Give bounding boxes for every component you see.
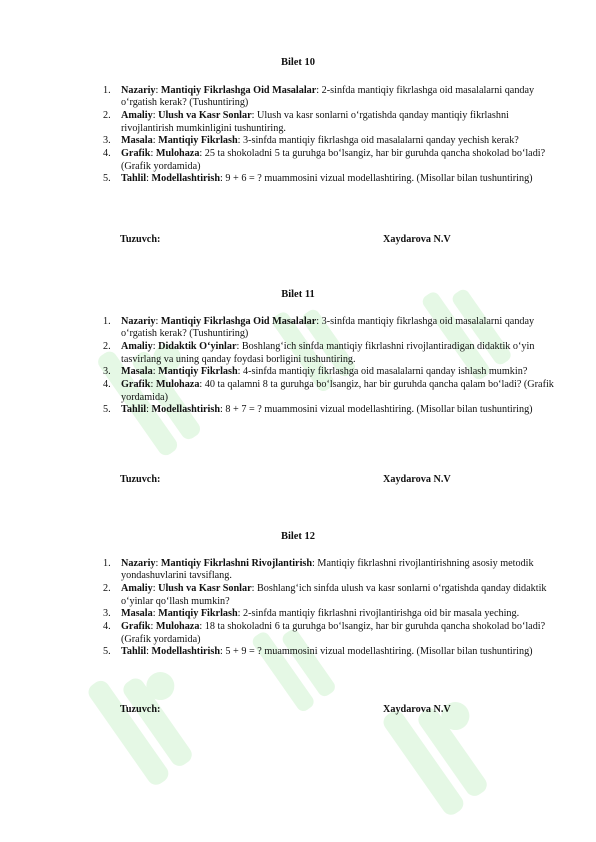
item-topic: Modellashtirish — [151, 404, 221, 416]
item-number: 5. — [103, 404, 111, 416]
item-text: : 5 + 9 = ? muammosini vizual modellashtiring. (Misollar bilan tushuntiring) — [220, 646, 533, 658]
question-item: 1. Nazariy: Mantiqiy Fikrlashni Rivojlantirish: Mantiqiy fikrlashni rivojlantirishning asosiy metodik yondashuvlarini tavsiflang. — [103, 558, 534, 582]
question-item: 3. Masala: Mantiqiy Fikrlash: 2-sinfda mantiqiy fikrlashni rivojlantirishga oid bir masala yeching. — [103, 608, 520, 620]
question-list — [103, 316, 563, 417]
author-label: Tuzuvch: — [120, 234, 161, 245]
item-type: Grafik — [121, 379, 151, 391]
item-number: 2. — [103, 583, 111, 595]
item-topic: Modellashtirish — [151, 646, 221, 658]
item-topic: Didaktik O‘yinlar — [158, 341, 237, 353]
item-topic: Ulush va Kasr Sonlar — [158, 583, 252, 595]
ticket-footer — [120, 234, 460, 245]
item-type: Amaliy — [121, 110, 153, 122]
author-name: Xaydarova N.V — [383, 234, 451, 245]
ticket-title: Bilet 11 — [281, 289, 315, 300]
item-type: Amaliy — [121, 583, 153, 595]
question-item: 4. Grafik: Mulohaza: 25 ta shokoladni 5 ta guruhga bo‘lsangiz, har bir guruhda qancha shokolad bo‘ladi? (Grafik yordamida) — [103, 148, 546, 172]
question-item: 2. Amaliy: Ulush va Kasr Sonlar: Ulush va kasr sonlarni o‘rgatishda qanday mantiqiy fikrlashni rivojlantirish mumkinligini tushuntiring. — [103, 110, 509, 134]
item-type: Masala — [121, 608, 153, 620]
item-text: : Boshlang‘ich sinfda mantiqiy fikrlashni rivojlantiradigan didaktik o‘yin tasvirlang va uning qanday foydasi borligini tushuntiring. — [121, 341, 535, 365]
item-text: : Ulush va kasr sonlarni o‘rgatishda qanday mantiqiy fikrlashni rivojlantirish mumkinligini tushuntiring. — [121, 110, 509, 134]
item-topic: Modellashtirish — [151, 173, 221, 185]
item-topic: Mantiqiy Fikrlashga Oid Masalalar — [160, 85, 317, 96]
item-topic: Mulohaza — [155, 148, 200, 160]
item-number: 3. — [103, 608, 111, 620]
question-item: 2. Amaliy: Ulush va Kasr Sonlar: Boshlang‘ich sinfda ulush va kasr sonlarni o‘rgatishda qanday didaktik o‘yinlar qo‘llash mumkin? — [103, 583, 547, 607]
question-item: 3. Masala: Mantiqiy Fikrlash: 3-sinfda mantiqiy fikrlashga oid masalalarni qanday yechish kerak? — [103, 135, 519, 147]
question-list — [103, 558, 563, 659]
item-text: : 40 ta qalamni 8 ta guruhga bo‘lsangiz, har bir guruhda qancha qalam bo‘ladi? (Grafik yordamida) — [121, 379, 554, 403]
question-item: 4. Grafik: Mulohaza: 40 ta qalamni 8 ta guruhga bo‘lsangiz, har bir guruhda qancha qalam bo‘ladi? (Grafik yordamida) — [103, 379, 554, 403]
item-number: 2. — [103, 341, 111, 353]
item-type: Nazariy — [121, 85, 156, 96]
item-text: : Mantiqiy fikrlashni rivojlantirishning asosiy metodik yondashuvlarini tavsiflang. — [121, 558, 534, 582]
item-type: Amaliy — [121, 341, 153, 353]
question-item: 5. Tahlil: Modellashtirish: 9 + 6 = ? muammosini vizual modellashtiring. (Misollar bilan tushuntiring) — [103, 173, 533, 185]
item-type: Grafik — [121, 621, 151, 633]
item-topic: Mantiqiy Fikrlashga Oid Masalalar — [160, 316, 317, 327]
item-number: 4. — [103, 148, 111, 160]
item-number: 1. — [103, 85, 111, 96]
item-topic: Mantiqiy Fikrlash — [158, 366, 238, 378]
item-text: : 4-sinfda mantiqiy fikrlashga oid masalalarni qanday ishlash mumkin? — [237, 366, 528, 378]
author-name: Xaydarova N.V — [383, 474, 451, 485]
item-type: Tahlil — [121, 173, 147, 185]
item-type: Nazariy — [121, 316, 156, 327]
question-item: 3. Masala: Mantiqiy Fikrlash: 4-sinfda mantiqiy fikrlashga oid masalalarni qanday ishlash mumkin? — [103, 366, 528, 378]
item-text: : 9 + 6 = ? muammosini vizual modellashtiring. (Misollar bilan tushuntiring) — [220, 173, 533, 185]
item-number: 1. — [103, 316, 111, 327]
item-number: 4. — [103, 379, 111, 391]
item-number: 1. — [103, 558, 111, 569]
item-number: 3. — [103, 366, 111, 378]
item-type: Tahlil — [121, 404, 147, 416]
item-number: 5. — [103, 173, 111, 185]
item-text: : 3-sinfda mantiqiy fikrlashga oid masalalarni qanday o‘rgatish kerak? (Tushuntiring) — [121, 316, 535, 340]
item-text: : 18 ta shokoladni 6 ta guruhga bo‘lsangiz, har bir guruhda qancha shokolad bo‘ladi? (Grafik yordamida) — [121, 621, 546, 645]
item-type: Grafik — [121, 148, 151, 160]
question-item: 1. Nazariy: Mantiqiy Fikrlashga Oid Masalalar: 3-sinfda mantiqiy fikrlashga oid masalalarni qanday o‘rgatish kerak? (Tushuntiring) — [103, 316, 535, 340]
ticket-title: Bilet 10 — [280, 57, 316, 68]
question-item: 5. Tahlil: Modellashtirish: 5 + 9 = ? muammosini vizual modellashtiring. (Misollar bilan tushuntiring) — [103, 646, 533, 658]
item-topic: Ulush va Kasr Sonlar — [158, 110, 252, 122]
item-topic: Mantiqiy Fikrlash — [158, 608, 238, 620]
author-label: Tuzuvch: — [120, 704, 161, 715]
item-text: : 25 ta shokoladni 5 ta guruhga bo‘lsangiz, har bir guruhda qancha shokolad bo‘ladi? (Grafik yordamida) — [121, 148, 546, 172]
item-type: Masala — [121, 135, 153, 147]
ticket-footer — [120, 474, 460, 485]
question-item: 5. Tahlil: Modellashtirish: 8 + 7 = ? muammosini vizual modellashtiring. (Misollar bilan tushuntiring) — [103, 404, 533, 416]
item-topic: Mantiqiy Fikrlashni Rivojlantirish — [160, 558, 313, 569]
ticket-footer — [120, 704, 460, 715]
item-topic: Mulohaza — [155, 379, 200, 391]
question-item: 1. Nazariy: Mantiqiy Fikrlashga Oid Masalalar: 2-sinfda mantiqiy fikrlashga oid masalalarni qanday o‘rgatish kerak? (Tushuntiring) — [103, 85, 535, 109]
item-text: : Boshlang‘ich sinfda ulush va kasr sonlarni o‘rgatishda qanday didaktik o‘yinlar qo‘llash mumkin? — [121, 583, 547, 607]
item-number: 2. — [103, 110, 111, 122]
item-text: : 8 + 7 = ? muammosini vizual modellashtiring. (Misollar bilan tushuntiring) — [220, 404, 533, 416]
item-text: : 2-sinfda mantiqiy fikrlashni rivojlantirishga oid bir masala yeching. — [237, 608, 520, 620]
item-text: : 2-sinfda mantiqiy fikrlashga oid masalalarni qanday o‘rgatish kerak? (Tushuntiring) — [121, 85, 535, 109]
item-type: Tahlil — [121, 646, 147, 658]
item-topic: Mantiqiy Fikrlash — [158, 135, 238, 147]
item-topic: Mulohaza — [155, 621, 200, 633]
author-label: Tuzuvch: — [120, 474, 161, 485]
item-type: Masala — [121, 366, 153, 378]
question-item: 2. Amaliy: Didaktik O‘yinlar: Boshlang‘ich sinfda mantiqiy fikrlashni rivojlantiradigan didaktik o‘yin tasvirlang va uning qanday foydasi borligini tushuntiring. — [103, 341, 535, 365]
question-item: 4. Grafik: Mulohaza: 18 ta shokoladni 6 ta guruhga bo‘lsangiz, har bir guruhda qancha shokolad bo‘ladi? (Grafik yordamida) — [103, 621, 546, 645]
question-list — [103, 85, 563, 186]
item-text: : 3-sinfda mantiqiy fikrlashga oid masalalarni qanday yechish kerak? — [237, 135, 519, 147]
item-number: 3. — [103, 135, 111, 147]
ticket-title: Bilet 12 — [280, 531, 316, 542]
item-number: 5. — [103, 646, 111, 658]
author-name: Xaydarova N.V — [383, 704, 451, 715]
item-number: 4. — [103, 621, 111, 633]
item-type: Nazariy — [121, 558, 156, 569]
